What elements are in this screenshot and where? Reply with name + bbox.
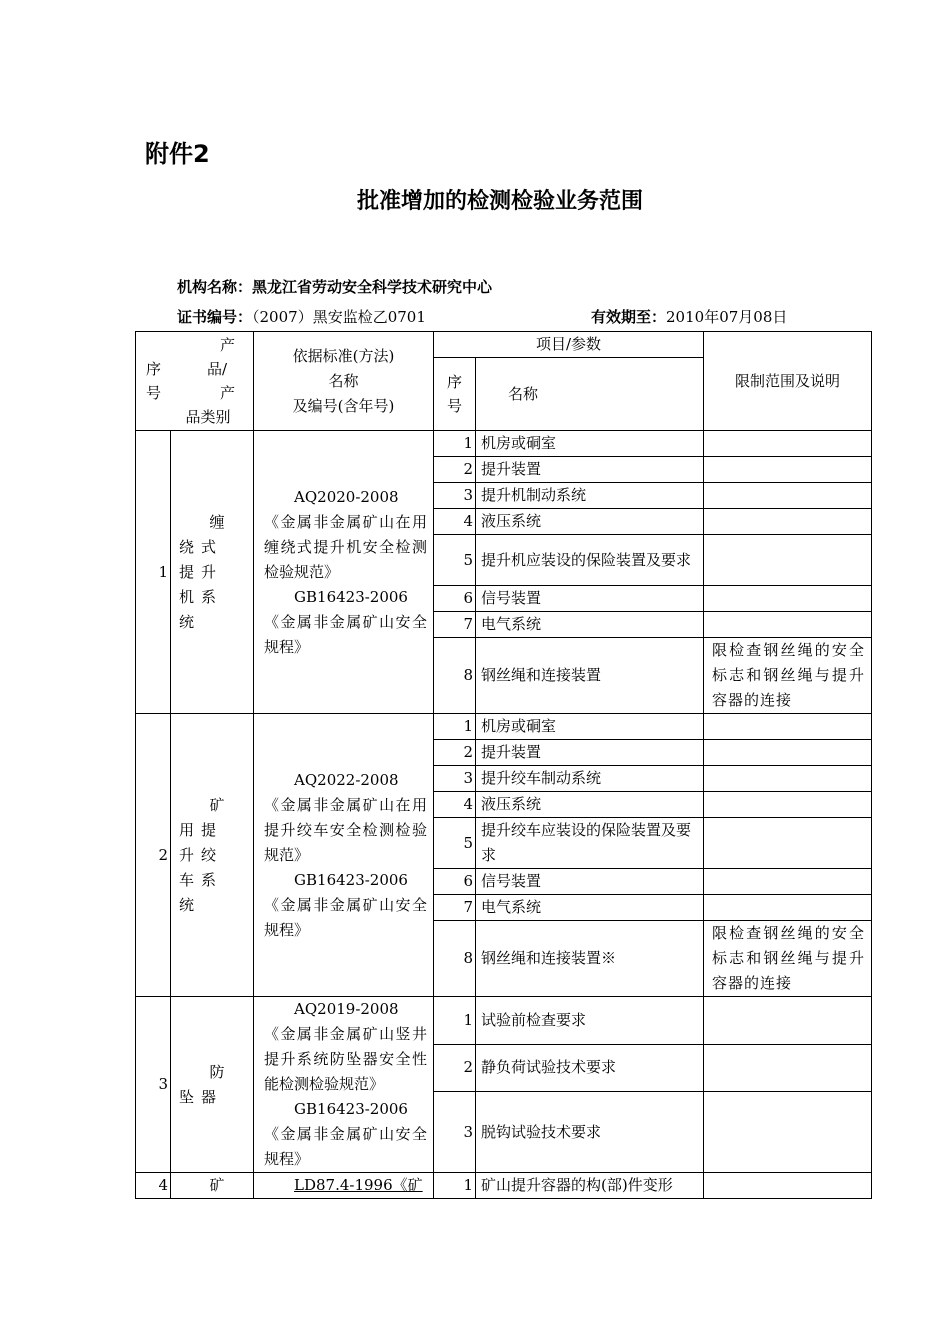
header-seq: 序号 bbox=[146, 359, 162, 402]
header-limit: 限制范围及说明 bbox=[704, 332, 872, 431]
item-limit bbox=[704, 509, 872, 535]
category-first-char: 矿 bbox=[209, 795, 225, 814]
group-standards bbox=[254, 997, 434, 1173]
header-item-seq: 序号 bbox=[434, 358, 476, 431]
org-line bbox=[177, 276, 492, 297]
category-rest: 绕式提升机系统 bbox=[179, 537, 224, 631]
header-standard: 依据标准(方法) 名称 及编号(含年号) bbox=[254, 332, 434, 431]
item-name: 液压系统 bbox=[476, 792, 704, 818]
header-seq-product bbox=[136, 332, 254, 431]
header-row-1 bbox=[136, 332, 872, 358]
item-limit bbox=[704, 869, 872, 895]
document-title: 批准增加的检测检验业务范围 bbox=[356, 189, 643, 214]
group-standards bbox=[254, 431, 434, 714]
item-name: 提升绞车应装设的保险装置及要求 bbox=[476, 818, 704, 869]
item-limit bbox=[704, 483, 872, 509]
group-standards bbox=[254, 714, 434, 997]
category-rest: 坠器 bbox=[179, 1087, 224, 1106]
cert-line bbox=[177, 306, 426, 327]
item-name: 电气系统 bbox=[476, 612, 704, 638]
item-name: 试验前检查要求 bbox=[476, 997, 704, 1045]
standard-entry: GB16423-2006《金属非金属矿山安全规程》 bbox=[264, 587, 428, 656]
item-seq: 7 bbox=[434, 612, 476, 638]
item-limit bbox=[704, 1044, 872, 1092]
item-limit bbox=[704, 535, 872, 586]
group-category bbox=[171, 1173, 254, 1199]
item-seq: 5 bbox=[434, 535, 476, 586]
table-row bbox=[136, 1173, 872, 1199]
item-seq: 6 bbox=[434, 869, 476, 895]
item-limit bbox=[704, 1173, 872, 1199]
item-name: 钢丝绳和连接装置 bbox=[476, 638, 704, 714]
validity-line bbox=[591, 306, 787, 327]
item-seq: 8 bbox=[434, 921, 476, 997]
group-category bbox=[171, 997, 254, 1173]
item-seq: 7 bbox=[434, 895, 476, 921]
item-seq: 1 bbox=[434, 431, 476, 457]
item-limit bbox=[704, 612, 872, 638]
group-seq: 2 bbox=[136, 714, 171, 997]
item-seq: 3 bbox=[434, 766, 476, 792]
group-seq: 3 bbox=[136, 997, 171, 1173]
cert-label: 证书编号： bbox=[177, 308, 253, 326]
item-limit bbox=[704, 457, 872, 483]
item-name: 机房或硐室 bbox=[476, 714, 704, 740]
item-name: 钢丝绳和连接装置※ bbox=[476, 921, 704, 997]
item-name: 提升绞车制动系统 bbox=[476, 766, 704, 792]
table-row bbox=[136, 714, 872, 740]
item-limit bbox=[704, 818, 872, 869]
scope-table bbox=[135, 331, 872, 1199]
item-name: 提升机制动系统 bbox=[476, 483, 704, 509]
item-name: 静负荷试验技术要求 bbox=[476, 1044, 704, 1092]
standard-entry: AQ2019-2008《金属非金属矿山竖井提升系统防坠器安全性能检测检验规范》 bbox=[264, 1000, 428, 1093]
item-seq: 2 bbox=[434, 740, 476, 766]
item-limit bbox=[704, 714, 872, 740]
item-name: 提升装置 bbox=[476, 457, 704, 483]
item-limit bbox=[704, 895, 872, 921]
validity-value: 2010年07月08日 bbox=[666, 308, 788, 326]
standard-entry: GB16423-2006《金属非金属矿山安全规程》 bbox=[264, 870, 428, 939]
item-seq: 3 bbox=[434, 483, 476, 509]
item-seq: 3 bbox=[434, 1092, 476, 1173]
attachment-label: 附件2 bbox=[145, 140, 210, 168]
org-label: 机构名称： bbox=[177, 278, 253, 296]
table-row bbox=[136, 997, 872, 1045]
standard-entry: AQ2022-2008《金属非金属矿山在用提升绞车安全检测检验规范》 bbox=[264, 770, 428, 864]
item-limit bbox=[704, 586, 872, 612]
item-seq: 1 bbox=[434, 997, 476, 1045]
item-seq: 1 bbox=[434, 1173, 476, 1199]
item-limit bbox=[704, 740, 872, 766]
item-limit bbox=[704, 766, 872, 792]
item-name: 提升机应装设的保险装置及要求 bbox=[476, 535, 704, 586]
item-name: 机房或硐室 bbox=[476, 431, 704, 457]
cert-value: （2007）黑安监检乙0701 bbox=[252, 308, 426, 326]
table-row bbox=[136, 431, 872, 457]
item-limit bbox=[704, 431, 872, 457]
item-limit bbox=[704, 997, 872, 1045]
item-seq: 6 bbox=[434, 586, 476, 612]
item-name: 液压系统 bbox=[476, 509, 704, 535]
header-item-group: 项目/参数 bbox=[434, 332, 704, 358]
item-name: 脱钩试验技术要求 bbox=[476, 1092, 704, 1173]
category-first-char: 防 bbox=[209, 1062, 225, 1081]
item-name: 信号装置 bbox=[476, 586, 704, 612]
header-product: 产 品/ 产 品类别 bbox=[185, 336, 236, 426]
category-first-char: 缠 bbox=[209, 512, 225, 531]
item-seq: 2 bbox=[434, 1044, 476, 1092]
item-limit bbox=[704, 792, 872, 818]
item-seq: 5 bbox=[434, 818, 476, 869]
group-standards bbox=[254, 1173, 434, 1199]
standard-entry: AQ2020-2008《金属非金属矿山在用缠绕式提升机安全检测检验规范》 bbox=[264, 487, 428, 581]
category-first-char: 矿 bbox=[209, 1176, 225, 1194]
group-seq: 1 bbox=[136, 431, 171, 714]
group-category bbox=[171, 714, 254, 997]
org-value: 黑龙江省劳动安全科学技术研究中心 bbox=[252, 278, 493, 296]
item-seq: 4 bbox=[434, 509, 476, 535]
item-name: 电气系统 bbox=[476, 895, 704, 921]
group-category bbox=[171, 431, 254, 714]
item-limit bbox=[704, 1092, 872, 1173]
item-limit: 限检查钢丝绳的安全标志和钢丝绳与提升容器的连接 bbox=[704, 921, 872, 997]
item-name: 矿山提升容器的构(部)件变形 bbox=[476, 1173, 704, 1199]
item-limit: 限检查钢丝绳的安全标志和钢丝绳与提升容器的连接 bbox=[704, 638, 872, 714]
header-item-name: 名称 bbox=[476, 358, 704, 431]
item-name: 提升装置 bbox=[476, 740, 704, 766]
category-rest: 用提升绞车系统 bbox=[179, 820, 224, 914]
item-seq: 1 bbox=[434, 714, 476, 740]
standard-entry: GB16423-2006《金属非金属矿山安全规程》 bbox=[264, 1100, 428, 1168]
item-name: 信号装置 bbox=[476, 869, 704, 895]
item-seq: 4 bbox=[434, 792, 476, 818]
item-seq: 2 bbox=[434, 457, 476, 483]
item-seq: 8 bbox=[434, 638, 476, 714]
group-seq: 4 bbox=[136, 1173, 171, 1199]
validity-label: 有效期至： bbox=[591, 308, 667, 326]
standard-entry: LD87.4-1996《矿 bbox=[294, 1176, 423, 1194]
